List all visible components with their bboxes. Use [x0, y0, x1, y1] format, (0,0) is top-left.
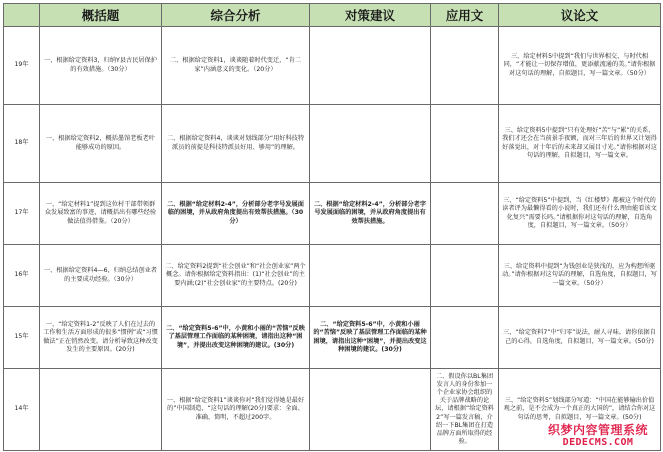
table-row	[4, 245, 661, 307]
cell-summary: 一、“给定材料1”提到这位村干部带领群众发展致富的事迹，请概括出有哪些经验做法值得借鉴。（20分）	[40, 183, 162, 245]
row-year: 14年	[4, 369, 40, 451]
cell-summary	[40, 369, 162, 451]
row-year: 18年	[4, 105, 40, 183]
cell-essay: 三、“给定资料5”划线部分写道：“中国在能够输出价值观之前，是不会成为一个真正的大国的”，请结合你对这句话的思考，自拟题目，写一篇文章。(50分)	[499, 369, 661, 451]
header-row	[4, 4, 661, 27]
cell-application	[431, 27, 499, 105]
header-analysis: 综合分析	[162, 4, 310, 27]
cell-summary: 一、根据给定资料4—6，归纳总结创业者的主要成功经验。（30分）	[40, 245, 162, 307]
cell-essay: 三、“给定资料5”中提到，当《红楼梦》都被这个时代的读者评为最懒得看的小说时，我们还有什么理由能看该文化复兴”需要长吗。”请根据你对这句话的理解，自选角度，自拟题目，写一篇文章。（50分）	[499, 183, 661, 245]
cell-summary: 一、“给定资料1-2”反映了人们在过去的工作和生活方面形成的很多“惯例”或“习惯做法”正在悄然改变。请分析导致这种改变发生的主要原因。(20分)	[40, 307, 162, 369]
cell-countermeasure	[310, 369, 431, 451]
cell-analysis: 二、“给定资料5-6”中，小黄和小丽的“苦恼”反映了基层管理工作面临的某种困境，请指出这种“困境”，并提出改变这种困境的建议。(30分)	[162, 307, 310, 369]
row-year: 16年	[4, 245, 40, 307]
header-summary: 概括题	[40, 4, 162, 27]
cell-analysis: 二、根据“给定材料2-4”，分析部分老字号发展面临的困境，并从政府角度提出有效帮扶措施。（30分）	[162, 183, 310, 245]
exam-question-table	[3, 3, 661, 451]
row-year: 17年	[4, 183, 40, 245]
header-essay: 议论文	[499, 4, 661, 27]
table-row	[4, 105, 661, 183]
cell-summary: 一、根据给定资料3，归纳Y县古民居保护的有效措施。（30分）	[40, 27, 162, 105]
cell-application	[431, 183, 499, 245]
cell-analysis: 一、根据“给定资料1”谈谈你对“我们觉得她是最好的”中国制造，“这句话的理解(20分)要求：全面、准确、简明，不超过200字。	[162, 369, 310, 451]
cell-essay: 三、“给定资料7”中“归零”说法，耐人寻味。请你依据自己的心得，自选角度，自拟题目，写一篇文章。(50分)	[499, 307, 661, 369]
watermark-cn: 织梦内容管理系统	[547, 423, 648, 437]
row-year: 15年	[4, 307, 40, 369]
cell-analysis: 二、根据给定资料1，谈谈随着时代变迁，“肯二家”内涵意义的变化。（20分）	[162, 27, 310, 105]
header-countermeasure: 对策建议	[310, 4, 431, 27]
watermark-en: DEDECMS.COM	[562, 437, 634, 448]
watermark-logo	[537, 423, 659, 449]
cell-application	[431, 105, 499, 183]
cell-application	[431, 245, 499, 307]
cell-essay: 三、给定材料5中提到“我们与世界相交，与时代相同，“才能让一切保存增值，更添献流通的美。”请你根据对这句话的理解，自拟题目，写一篇文章。（50分）	[499, 27, 661, 105]
cell-analysis: 二、给定资料2提到“社会创业”和“社会创业家”两个概念。请你根据给定资料指出：(1)“社会创业”的主要内涵;(2)“社会创业家”的主要特点。(20分)	[162, 245, 310, 307]
cell-essay: 三、给定资料中提到“为钱创业是狭浅的，应为构想所驱动。”请你根据对这句话的理解，自选角度，自拟题目，写一篇文章。（50分）	[499, 245, 661, 307]
cell-essay: 三、给定资料5中提到“只有处理好“苦”与“累”的关系，我们才还会在当前景手夜额，而对三年后的世界又计划得好落觉出，对十年后的未来却又展目寸光。”请你根据对这句话的理解，自拟题目，写一篇文章。	[499, 105, 661, 183]
cell-application	[431, 307, 499, 369]
cell-countermeasure: 二、“给定资料5-6”中，小黄和小丽的“苦恼”反映了基层管理工作面临的某种困境，请指出这种“困境”，并提出改变这种困境的建议。(30分)	[310, 307, 431, 369]
cell-countermeasure	[310, 245, 431, 307]
cell-countermeasure: 二、根据“给定材料2-4”，分析部分老字号发展面临的困境，并从政府角度提出有效帮扶措施。	[310, 183, 431, 245]
row-year: 19年	[4, 27, 40, 105]
header-year	[4, 4, 40, 27]
table-row	[4, 307, 661, 369]
table-row	[4, 183, 661, 245]
table-row	[4, 27, 661, 105]
cell-countermeasure	[310, 105, 431, 183]
cell-countermeasure	[310, 27, 431, 105]
cell-application: 二、假设你以BL集团发言人的身份参加一个企业家协会组织的关于品牌战略的论坛，请根据“给定资料2”写一篇发言稿，介绍一下BL集团在打造品牌方面所取得的经验。	[431, 369, 499, 451]
header-application: 应用文	[431, 4, 499, 27]
cell-summary: 一、根据给定资料2，概括墨馆老板老叶能够成功的原因。	[40, 105, 162, 183]
cell-analysis: 二、根据给定资料4，谈谈对划线部分“用好科技特派员的前提是科技特派员好用、够用”的理解。	[162, 105, 310, 183]
